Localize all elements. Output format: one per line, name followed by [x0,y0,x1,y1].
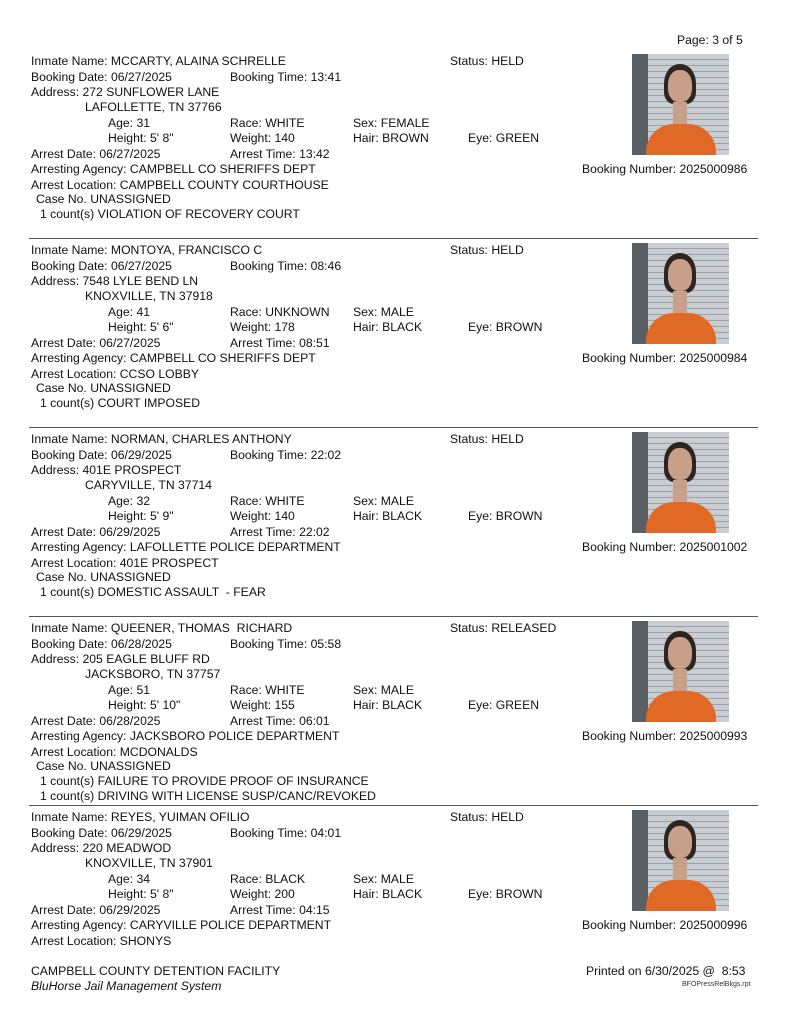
status: Status: HELD [450,810,524,824]
mugshot-photo [632,621,729,722]
weight: Weight: 140 [230,509,295,523]
address-city: CARYVILLE, TN 37714 [85,478,212,492]
height: Height: 5' 6" [108,320,174,334]
page-number: Page: 3 of 5 [677,33,743,47]
sex: Sex: FEMALE [353,116,430,130]
case-number: Case No. UNASSIGNED [36,759,171,773]
charge-line: 1 count(s) DOMESTIC ASSAULT - FEAR [40,585,266,599]
arrest-date: Arrest Date: 06/29/2025 [31,903,161,917]
booking-number: Booking Number: 2025000984 [582,351,748,365]
system-name: BluHorse Jail Management System [31,979,222,993]
height: Height: 5' 9" [108,509,174,523]
inmate-name: Inmate Name: MONTOYA, FRANCISCO C [31,243,263,257]
booking-time: Booking Time: 05:58 [230,637,342,651]
inmate-record [0,54,787,243]
booking-time: Booking Time: 04:01 [230,826,342,840]
age: Age: 34 [108,872,151,886]
case-number: Case No. UNASSIGNED [36,381,171,395]
race: Race: WHITE [230,683,305,697]
arresting-agency: Arresting Agency: CAMPBELL CO SHERIFFS DEPT [31,162,316,176]
address-line: Address: 272 SUNFLOWER LANE [31,85,220,99]
charge-line: 1 count(s) DRIVING WITH LICENSE SUSP/CANC/REVOKED [40,789,376,803]
facility-name: CAMPBELL COUNTY DETENTION FACILITY [31,964,281,978]
height: Height: 5' 8" [108,131,174,145]
hair-color: Hair: BLACK [353,509,423,523]
record-divider [29,616,758,617]
sex: Sex: MALE [353,872,414,886]
hair-color: Hair: BLACK [353,320,423,334]
age: Age: 51 [108,683,151,697]
booking-date: Booking Date: 06/29/2025 [31,448,172,462]
booking-time: Booking Time: 22:02 [230,448,342,462]
weight: Weight: 178 [230,320,295,334]
address-city: LAFOLLETTE, TN 37766 [85,100,222,114]
status: Status: RELEASED [450,621,557,635]
address-line: Address: 401E PROSPECT [31,463,182,477]
inmate-record [0,621,787,810]
charge-line: 1 count(s) FAILURE TO PROVIDE PROOF OF INSURANCE [40,774,369,788]
age: Age: 41 [108,305,151,319]
address-line: Address: 220 MEADWOD [31,841,172,855]
arrest-date: Arrest Date: 06/27/2025 [31,336,161,350]
status: Status: HELD [450,432,524,446]
arresting-agency: Arresting Agency: LAFOLLETTE POLICE DEPARTMENT [31,540,341,554]
race: Race: WHITE [230,116,305,130]
booking-date: Booking Date: 06/29/2025 [31,826,172,840]
weight: Weight: 200 [230,887,295,901]
address-city: JACKSBORO, TN 37757 [85,667,221,681]
race: Race: UNKNOWN [230,305,330,319]
arrest-date: Arrest Date: 06/27/2025 [31,147,161,161]
mugshot-photo [632,54,729,155]
eye-color: Eye: GREEN [468,698,540,712]
inmate-name: Inmate Name: MCCARTY, ALAINA SCHRELLE [31,54,286,68]
printed-timestamp: Printed on 6/30/2025 @ 8:53 [586,964,746,978]
inmate-name: Inmate Name: NORMAN, CHARLES ANTHONY [31,432,292,446]
eye-color: Eye: BROWN [468,509,543,523]
address-line: Address: 7548 LYLE BEND LN [31,274,199,288]
age: Age: 32 [108,494,151,508]
weight: Weight: 140 [230,131,295,145]
record-divider [29,427,758,428]
eye-color: Eye: GREEN [468,131,540,145]
address-line: Address: 205 EAGLE BLUFF RD [31,652,210,666]
mugshot-photo [632,243,729,344]
status: Status: HELD [450,243,524,257]
arrest-time: Arrest Time: 04:15 [230,903,330,917]
address-city: KNOXVILLE, TN 37918 [85,289,213,303]
arresting-agency: Arresting Agency: CAMPBELL CO SHERIFFS DEPT [31,351,316,365]
sex: Sex: MALE [353,494,414,508]
eye-color: Eye: BROWN [468,320,543,334]
inmate-record [0,243,787,432]
report-file-name: BFOPressRelBkgs.rpt [682,981,751,988]
booking-number: Booking Number: 2025000986 [582,162,748,176]
booking-time: Booking Time: 13:41 [230,70,342,84]
arrest-time: Arrest Time: 13:42 [230,147,330,161]
arrest-location: Arrest Location: MCDONALDS [31,745,198,759]
record-divider [29,805,758,806]
inmate-name: Inmate Name: REYES, YUIMAN OFILIO [31,810,250,824]
case-number: Case No. UNASSIGNED [36,570,171,584]
booking-date: Booking Date: 06/28/2025 [31,637,172,651]
charge-line: 1 count(s) COURT IMPOSED [40,396,201,410]
race: Race: WHITE [230,494,305,508]
inmate-name: Inmate Name: QUEENER, THOMAS RICHARD [31,621,293,635]
arrest-location: Arrest Location: 401E PROSPECT [31,556,219,570]
arrest-location: Arrest Location: CAMPBELL COUNTY COURTHOUSE [31,178,329,192]
booking-number: Booking Number: 2025001002 [582,540,748,554]
height: Height: 5' 10" [108,698,181,712]
weight: Weight: 155 [230,698,295,712]
race: Race: BLACK [230,872,306,886]
record-divider [29,238,758,239]
arrest-location: Arrest Location: CCSO LOBBY [31,367,199,381]
booking-number: Booking Number: 2025000993 [582,729,748,743]
booking-date: Booking Date: 06/27/2025 [31,70,172,84]
arrest-date: Arrest Date: 06/28/2025 [31,714,161,728]
booking-date: Booking Date: 06/27/2025 [31,259,172,273]
hair-color: Hair: BLACK [353,698,423,712]
arrest-time: Arrest Time: 06:01 [230,714,330,728]
age: Age: 31 [108,116,151,130]
booking-number: Booking Number: 2025000996 [582,918,748,932]
mugshot-photo [632,810,729,911]
case-number: Case No. UNASSIGNED [36,192,171,206]
sex: Sex: MALE [353,305,414,319]
arrest-time: Arrest Time: 08:51 [230,336,330,350]
arresting-agency: Arresting Agency: CARYVILLE POLICE DEPARTMENT [31,918,332,932]
status: Status: HELD [450,54,524,68]
address-city: KNOXVILLE, TN 37901 [85,856,213,870]
arrest-time: Arrest Time: 22:02 [230,525,330,539]
arrest-date: Arrest Date: 06/29/2025 [31,525,161,539]
arrest-location: Arrest Location: SHONYS [31,934,172,948]
charge-line: 1 count(s) VIOLATION OF RECOVERY COURT [40,207,300,221]
hair-color: Hair: BLACK [353,887,423,901]
mugshot-photo [632,432,729,533]
eye-color: Eye: BROWN [468,887,543,901]
inmate-record [0,432,787,621]
sex: Sex: MALE [353,683,414,697]
booking-time: Booking Time: 08:46 [230,259,342,273]
height: Height: 5' 8" [108,887,174,901]
arresting-agency: Arresting Agency: JACKSBORO POLICE DEPARTMENT [31,729,340,743]
hair-color: Hair: BROWN [353,131,429,145]
